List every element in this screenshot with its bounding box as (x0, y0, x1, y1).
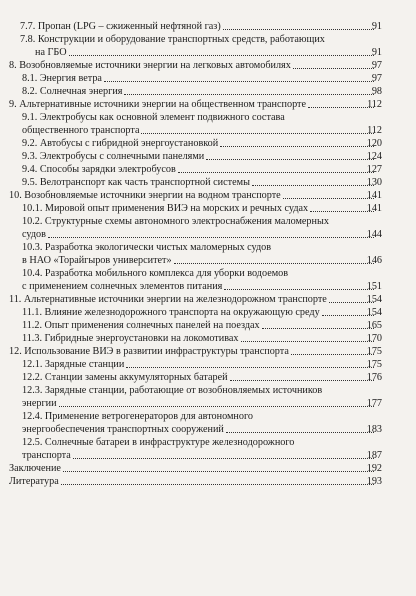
toc-entry (0, 436, 416, 449)
toc-entry-title: 9.1. Электробусы как основной элемент подвижного состава (22, 112, 285, 123)
toc-entry-page: 127 (366, 164, 382, 175)
toc-entry (0, 59, 416, 72)
toc-entry-title: 9.3. Электробусы с солнечными панелями (22, 151, 205, 162)
dot-leader (126, 366, 374, 368)
toc-entry-page: 112 (367, 99, 382, 110)
toc-entry-title: 11. Альтернативные источники энергии на железнодорожном транспорте (9, 294, 327, 305)
toc-entry-title: 9.5. Велотранспорт как часть транспортной системы (22, 177, 250, 188)
dot-leader (241, 340, 375, 342)
toc-entry-page: 146 (366, 255, 382, 266)
toc-entry-title: 9.2. Автобусы с гибридной энергоустановкой (22, 138, 219, 149)
toc-entry (0, 384, 416, 397)
toc-entry (0, 111, 416, 124)
toc-entry (0, 98, 416, 111)
toc-entry (0, 293, 416, 306)
toc-entry (0, 72, 416, 85)
dot-leader (223, 28, 374, 30)
toc-entry (0, 410, 416, 423)
toc-entry-page: 187 (366, 450, 382, 461)
toc-entry-title: Литература (9, 476, 59, 487)
dot-leader (59, 405, 374, 407)
toc-entry-page: 98 (371, 86, 382, 97)
toc-entry (0, 163, 416, 176)
toc-entry (0, 215, 416, 228)
toc-entry (0, 371, 416, 384)
toc-entry (0, 124, 416, 137)
dot-leader (124, 93, 374, 95)
toc-entry (0, 280, 416, 293)
toc-entry-title: общественного транспорта (22, 125, 140, 136)
dot-leader (220, 145, 374, 147)
toc-entry-page: 183 (366, 424, 382, 435)
toc-entry-page: 192 (366, 463, 382, 474)
toc-entry (0, 306, 416, 319)
toc-entry-page: 193 (366, 476, 382, 487)
dot-leader (141, 132, 374, 134)
toc-entry-title: энергообеспечения транспортных сооружений (22, 424, 224, 435)
toc-entry-title: 12.4. Применение ветрогенераторов для автономного (22, 411, 253, 422)
dot-leader (48, 236, 374, 238)
toc-entry-title: 11.1. Влияние железнодорожного транспорта на окружающую среду (22, 307, 320, 318)
toc-entry (0, 254, 416, 267)
toc-entry-title: транспорта (22, 450, 71, 461)
toc-entry (0, 319, 416, 332)
toc-entry-title: 12.2. Станции замены аккумуляторных батарей (22, 372, 228, 383)
dot-leader (224, 288, 374, 290)
toc-entry (0, 228, 416, 241)
toc-entry-title: 8.2. Солнечная энергия (22, 86, 123, 97)
dot-leader (61, 483, 374, 485)
toc-entry (0, 20, 416, 33)
toc-entry-title: 7.8. Конструкции и оборудование транспортных средств, работающих (20, 34, 325, 45)
toc-entry-page: 130 (366, 177, 382, 188)
toc-entry (0, 137, 416, 150)
toc-entry (0, 241, 416, 254)
toc-entry-title: с применением солнечных элементов питания (22, 281, 223, 292)
toc-entry-page: 91 (371, 47, 382, 58)
toc-entry-title: 8.1. Энергия ветра (22, 73, 102, 84)
toc-entry (0, 33, 416, 46)
toc-entry-page: 175 (366, 359, 382, 370)
toc-entry-title: 11.3. Гибридные энергоустановки на локомотивах (22, 333, 239, 344)
toc-entry-page: 144 (366, 229, 382, 240)
toc-entry-title: 9. Альтернативные источники энергии на общественном транспорте (9, 99, 307, 110)
toc-entry (0, 202, 416, 215)
toc-entry-page: 154 (366, 307, 382, 318)
toc-entry-page: 177 (366, 398, 382, 409)
dot-leader (104, 80, 374, 82)
toc-entry-title: энергии (22, 398, 57, 409)
toc-entry-title: 10. Возобновляемые источники энергии на водном транспорте (9, 190, 281, 201)
dot-leader (230, 379, 374, 381)
toc-entry-page: 141 (366, 203, 382, 214)
toc-entry-title: 11.2. Опыт применения солнечных панелей на поездах (22, 320, 260, 331)
toc-entry-page: 141 (366, 190, 382, 201)
toc-entry (0, 85, 416, 98)
toc-entry-title: Заключение (9, 463, 61, 474)
toc-entry-page: 176 (366, 372, 382, 383)
toc-entry-title: 8. Возобновляемые источники энергии на легковых автомобилях (9, 60, 291, 71)
dot-leader (252, 184, 374, 186)
toc-entry (0, 345, 416, 358)
toc-entry-title: 10.4. Разработка мобильного комплекса для уборки водоемов (22, 268, 289, 279)
dot-leader (63, 470, 374, 472)
toc-entry (0, 423, 416, 436)
toc-entry-title: 12.1. Зарядные станции (22, 359, 125, 370)
toc-entry-page: 91 (371, 21, 382, 32)
toc-entry-page: 165 (366, 320, 382, 331)
toc-entry (0, 267, 416, 280)
toc-entry-title: 10.3. Разработка экологически чистых маломерных судов (22, 242, 272, 253)
toc-entry (0, 46, 416, 59)
toc-entry (0, 176, 416, 189)
toc-entry (0, 189, 416, 202)
table-of-contents (0, 20, 416, 488)
dot-leader (206, 158, 374, 160)
toc-entry-title: 7.7. Пропан (LPG – сжиженный нефтяной газ) (20, 21, 221, 32)
dot-leader (178, 171, 374, 173)
toc-entry-title: на ГБО (35, 47, 67, 58)
toc-entry (0, 475, 416, 488)
toc-entry-page: 112 (367, 125, 382, 136)
toc-entry-title: 12.5. Солнечные батареи в инфраструктуре железнодорожного (22, 437, 295, 448)
dot-leader (73, 457, 374, 459)
toc-entry-title: судов (22, 229, 46, 240)
toc-entry (0, 358, 416, 371)
toc-entry (0, 397, 416, 410)
toc-entry-title: 10.1. Мировой опыт применения ВИЭ на морских и речных судах (22, 203, 309, 214)
toc-entry (0, 332, 416, 345)
dot-leader (226, 431, 374, 433)
toc-entry (0, 462, 416, 475)
toc-entry-title: 10.2. Структурные схемы автономного электроснабжения маломерных (22, 216, 329, 227)
toc-entry-title: 12. Использование ВИЭ в развитии инфраструктуры транспорта (9, 346, 289, 357)
toc-entry-page: 175 (366, 346, 382, 357)
toc-entry-page: 97 (371, 60, 382, 71)
toc-entry-title: в НАО «Торайгыров университет» (22, 255, 172, 266)
toc-entry-page: 154 (366, 294, 382, 305)
toc-entry (0, 150, 416, 163)
toc-entry-page: 97 (371, 73, 382, 84)
toc-entry-page: 151 (366, 281, 382, 292)
toc-entry-page: 120 (366, 138, 382, 149)
toc-entry-page: 170 (366, 333, 382, 344)
dot-leader (174, 262, 374, 264)
toc-entry (0, 449, 416, 462)
toc-entry-title: 12.3. Зарядные станции, работающие от возобновляемых источников (22, 385, 323, 396)
toc-entry-page: 124 (366, 151, 382, 162)
dot-leader (69, 54, 374, 56)
toc-entry-title: 9.4. Способы зарядки электробусов (22, 164, 176, 175)
